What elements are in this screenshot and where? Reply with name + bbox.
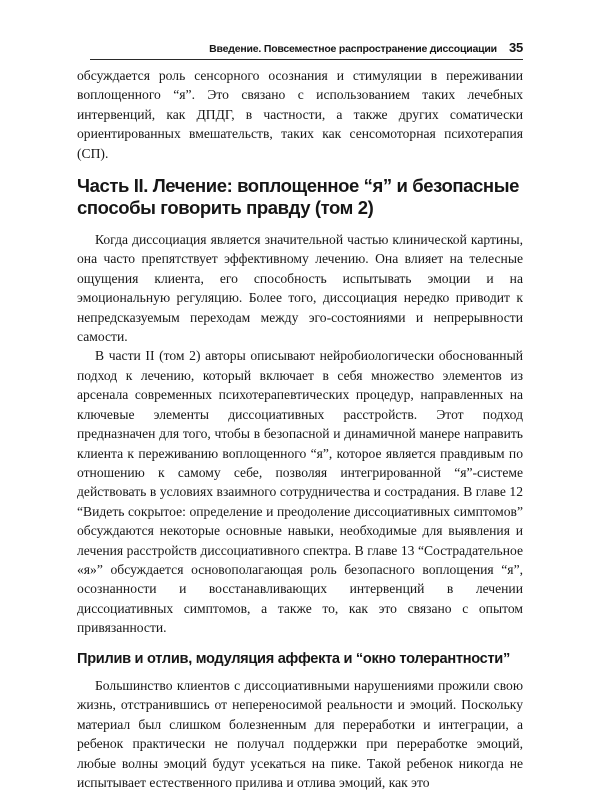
part-paragraph-1: Когда диссоциация является значительной частью клинической картины, она часто препятствует эффективному лечению. Она влияет на телесные ощущения клиента, его способность испытывать эмоции и на эмоциональную регуляцию. Более того, диссоциация нередко приводит к непредсказуемым переходам между эго-состояниями и непрерывности самости. — [77, 232, 523, 345]
page-content — [77, 66, 523, 793]
header-divider — [90, 59, 523, 60]
section-paragraph-1: Большинство клиентов с диссоциативными нарушениями прожили свою жизнь, отстранившись от непереносимой реальности и эмоций. Поскольку материал был слишком болезненным для переработки и интеграции, а ребенок практически не получал поддержки при переработке эмоций, любые волны эмоций будут усекаться на пике. Такой ребенок никогда не испытывает естественного прилива и отлива эмоций, как это — [77, 678, 523, 791]
intro-paragraph: обсуждается роль сенсорного осознания и стимуляции в переживании воплощенного “я”. Это связано с использованием таких лечебных интервенций, как ДПДГ, в частности, а также других соматически ориентированных вмешательств, таких как сенсомоторная психотерапия (СП). — [77, 68, 523, 161]
page-number: 35 — [508, 40, 523, 55]
section-heading: Прилив и отлив, модуляция аффекта и “окно толерантности” — [77, 650, 510, 667]
part-heading: Часть II. Лечение: воплощенное “я” и безопасные способы говорить правду (том 2) — [77, 175, 519, 219]
part-paragraph-2: В части II (том 2) авторы описывают нейробиологически обоснованный подход к лечению, который включает в себя множество элементов из арсенала современных психотерапевтических процедур, направленных на ключевые элементы диссоциативных расстройств. Этот подход предназначен для того, чтобы в безопасной и динамичной манере направить клиента к переживанию воплощенного “я”, которое является правдивым по отношению к самому себе, позволяя интегрированной “я”-системе действовать в условиях взаимного сотрудничества и сострадания. В главе 12 “Видеть сокрытое: определение и преодоление диссоциативных симптомов” обсуждаются некоторые основные навыки, необходимые для выявления и лечения расстройств диссоциативного спектра. В главе 13 “Сострадательное «я»” обсуждается основополагающая роль безопасного воплощения “я”, осознанности и восстанавливающих интервенций в лечении диссоциативных симптомов, а также то, как это связано с опытом привязанности. — [77, 348, 523, 636]
running-header — [90, 40, 523, 55]
running-title: Введение. Повсеместное распространение диссоциации — [209, 43, 497, 55]
